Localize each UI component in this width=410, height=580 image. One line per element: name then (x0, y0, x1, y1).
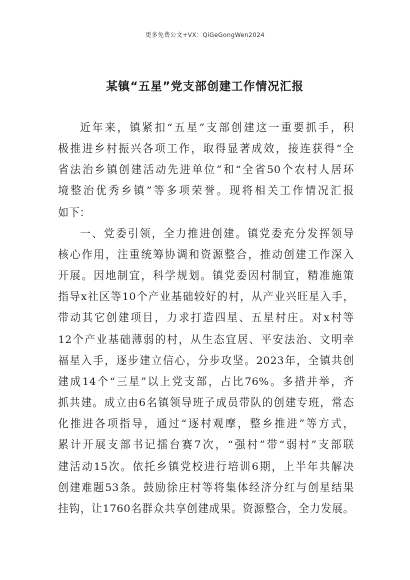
body-line: 建活动15次。依托乡镇党校进行培训6期，上半年共解决 (58, 460, 354, 473)
body-line: 累计开展支部书记擂台赛7次，“强村”带“弱村”支部联 (58, 439, 354, 452)
body-line: 省法治乡镇创建活动先进单位”和“全省50个农村人居环 (58, 164, 354, 177)
document-body (58, 118, 354, 520)
body-line: 创建难题53条。鼓励徐庄村等将集体经济分红与创星结果 (58, 481, 354, 494)
document-title: 某镇“五星”党支部创建工作情况汇报 (106, 79, 304, 93)
body-line: 开展。因地制宜，科学规划。镇党委因村制宜，精准施策 (58, 270, 354, 283)
body-line: 极推进乡村振兴各项工作，取得显著成效，接连获得“全 (58, 143, 354, 156)
body-line: 抓共建。成立由6名镇领导班子成员带队的创建专班，常态 (58, 397, 354, 410)
body-line: 12个产业基础薄弱的村，从生态宜居、平安法治、文明幸 (58, 333, 354, 346)
body-line: 带动其它创建项目，力求打造四星、五星村庄。对x村等 (58, 312, 354, 325)
body-line: 挂钩，让1760名群众共享创建成果。资源整合，全力发展。 (58, 502, 354, 515)
body-line: 一、党委引领，全力推进创建。镇党委充分发挥领导 (80, 227, 354, 240)
body-line: 如下： (58, 206, 91, 219)
body-line: 福星入手，逐步建立信心，分步攻坚。2023年，全镇共创 (58, 354, 354, 367)
body-line: 化推进各项指导，通过“逐村观摩，整乡推进”等方式， (58, 418, 354, 431)
body-line: 指导x社区等10个产业基础较好的村，从产业兴旺星入手， (58, 291, 354, 304)
body-line: 核心作用，注重统筹协调和资源整合，推动创建工作深入 (58, 248, 354, 261)
body-line: 建成14个“三星”以上党支部，占比76%。多措并举，齐 (58, 375, 354, 388)
body-line: 境整治优秀乡镇”等多项荣誉。现将相关工作情况汇报 (58, 185, 354, 198)
page-header-text: 更多免费公文+VX：QiGeGongWen2024 (145, 32, 265, 39)
body-line: 近年来，镇紧扣“五星”支部创建这一重要抓手，积 (80, 122, 354, 134)
